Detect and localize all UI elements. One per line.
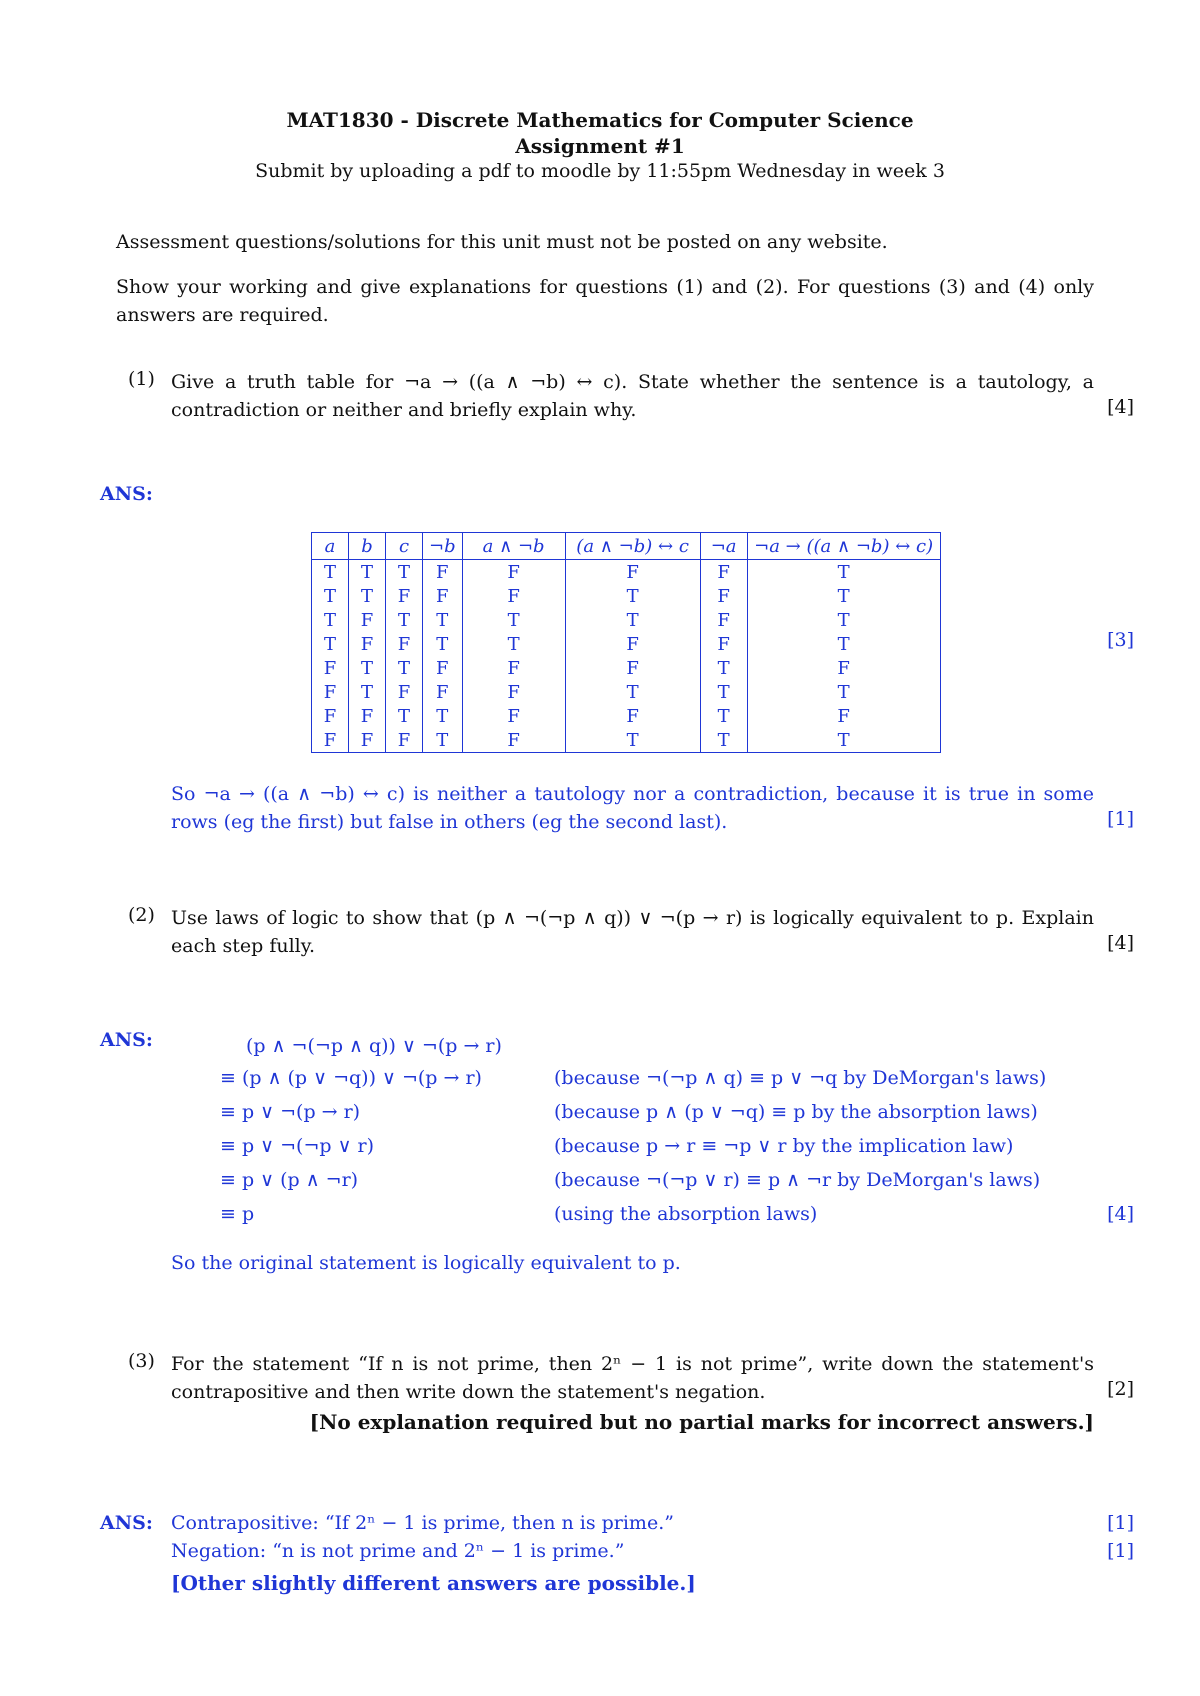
truth-table-cell: F bbox=[700, 560, 747, 585]
truth-table-header: ¬a bbox=[700, 533, 747, 560]
question-1-conclusion-mark: [1] bbox=[1107, 808, 1134, 830]
proof-step bbox=[220, 1067, 1100, 1099]
truth-table-cell: T bbox=[423, 608, 463, 632]
truth-table-cell: T bbox=[386, 608, 423, 632]
truth-table-cell: T bbox=[312, 560, 349, 585]
truth-table-header: c bbox=[386, 533, 423, 560]
question-1-ans-label: ANS: bbox=[100, 483, 153, 505]
truth-table-cell: F bbox=[349, 632, 386, 656]
truth-table-cell: T bbox=[747, 584, 940, 608]
truth-table-row bbox=[312, 560, 941, 585]
truth-table-cell: F bbox=[462, 680, 565, 704]
truth-table-cell: T bbox=[700, 656, 747, 680]
truth-table-cell: F bbox=[565, 656, 700, 680]
truth-table-cell: T bbox=[386, 656, 423, 680]
truth-table-cell: T bbox=[386, 560, 423, 585]
proof-step-expression: ≡ (p ∧ (p ∨ ¬q)) ∨ ¬(p → r) bbox=[220, 1067, 482, 1089]
truth-table-cell: T bbox=[565, 608, 700, 632]
truth-table-cell: T bbox=[349, 656, 386, 680]
truth-table-cell: F bbox=[462, 728, 565, 753]
truth-table-cell: T bbox=[700, 728, 747, 753]
truth-table-cell: F bbox=[312, 728, 349, 753]
truth-table-cell: T bbox=[700, 704, 747, 728]
truth-table-header: ¬a → ((a ∧ ¬b) ↔ c) bbox=[747, 533, 940, 560]
truth-table-cell: T bbox=[565, 680, 700, 704]
truth-table-cell: F bbox=[462, 584, 565, 608]
truth-table-row bbox=[312, 608, 941, 632]
question-1-text: Give a truth table for ¬a → ((a ∧ ¬b) ↔ c). State whether the sentence is a tautology, a contradiction or neither and briefly explain why. bbox=[171, 371, 1094, 421]
truth-table-cell: F bbox=[312, 656, 349, 680]
truth-table-cell: T bbox=[462, 632, 565, 656]
question-3-ans-label: ANS: bbox=[100, 1512, 153, 1534]
truth-table-cell: T bbox=[747, 560, 940, 585]
negation-mark: [1] bbox=[1107, 1540, 1134, 1562]
question-2-conclusion: So the original statement is logically equivalent to p. bbox=[171, 1252, 681, 1274]
assignment-number: Assignment #1 bbox=[515, 134, 685, 158]
other-answers-note: [Other slightly different answers are possible.] bbox=[171, 1571, 696, 1595]
proof-step-expression: ≡ p ∨ (p ∧ ¬r) bbox=[220, 1169, 359, 1191]
proof-step-reason: (because ¬(¬p ∧ q) ≡ p ∨ ¬q by DeMorgan's laws) bbox=[554, 1067, 1047, 1089]
truth-table-header-row bbox=[312, 533, 941, 560]
truth-table-cell: F bbox=[423, 680, 463, 704]
truth-table-header: ¬b bbox=[423, 533, 463, 560]
truth-table-cell: T bbox=[312, 632, 349, 656]
truth-table-cell: T bbox=[747, 632, 940, 656]
question-3-text: For the statement “If n is not prime, then 2ⁿ − 1 is not prime”, write down the statement's contrapositive and then write down the statement's negation. bbox=[171, 1353, 1094, 1403]
truth-table-cell: F bbox=[700, 584, 747, 608]
proof-step bbox=[220, 1135, 1100, 1167]
truth-table-cell: F bbox=[462, 560, 565, 585]
truth-table-cell: T bbox=[386, 704, 423, 728]
working-instructions: Show your working and give explanations for questions (1) and (2). For questions (3) and (4) only answers are required. bbox=[116, 276, 1094, 326]
truth-table-cell: F bbox=[386, 680, 423, 704]
truth-table-cell: T bbox=[423, 704, 463, 728]
proof-step-expression: ≡ p ∨ ¬(¬p ∨ r) bbox=[220, 1135, 375, 1157]
truth-table-row bbox=[312, 680, 941, 704]
question-1-mark: [4] bbox=[1107, 396, 1134, 418]
truth-table-cell: T bbox=[349, 680, 386, 704]
truth-table-cell: T bbox=[349, 584, 386, 608]
proof-step bbox=[220, 1169, 1100, 1201]
proof-step bbox=[220, 1203, 1100, 1235]
question-2-mark: [4] bbox=[1107, 932, 1134, 954]
truth-table-cell: F bbox=[423, 584, 463, 608]
truth-table-cell: F bbox=[700, 608, 747, 632]
truth-table-cell: F bbox=[565, 632, 700, 656]
truth-table-cell: F bbox=[312, 680, 349, 704]
negation-answer: Negation: “n is not prime and 2ⁿ − 1 is prime.” bbox=[171, 1540, 625, 1562]
truth-table-cell: F bbox=[423, 560, 463, 585]
truth-table-header: a ∧ ¬b bbox=[462, 533, 565, 560]
truth-table-cell: T bbox=[423, 728, 463, 753]
proof-step-expression: ≡ p ∨ ¬(p → r) bbox=[220, 1101, 361, 1123]
truth-table-cell: F bbox=[386, 584, 423, 608]
truth-table-header: b bbox=[349, 533, 386, 560]
proof-steps-mark: [4] bbox=[1107, 1203, 1134, 1225]
truth-table-cell: T bbox=[565, 584, 700, 608]
question-2-text: Use laws of logic to show that (p ∧ ¬(¬p ∧ q)) ∨ ¬(p → r) is logically equivalent to p. Explain each step fully. bbox=[171, 907, 1094, 957]
truth-table-row bbox=[312, 728, 941, 753]
truth-table-row bbox=[312, 656, 941, 680]
truth-table-mark: [3] bbox=[1107, 629, 1134, 651]
truth-table-cell: T bbox=[349, 560, 386, 585]
truth-table bbox=[311, 532, 941, 753]
proof-step-reason: (because ¬(¬p ∨ r) ≡ p ∧ ¬r by DeMorgan's laws) bbox=[554, 1169, 1041, 1191]
posting-notice: Assessment questions/solutions for this unit must not be posted on any website. bbox=[116, 231, 888, 253]
question-2-number: (2) bbox=[128, 904, 155, 926]
truth-table-cell: F bbox=[462, 656, 565, 680]
truth-table-cell: F bbox=[747, 656, 940, 680]
proof-step-reason: (because p → r ≡ ¬p ∨ r by the implication law) bbox=[554, 1135, 1014, 1157]
question-3-note: [No explanation required but no partial marks for incorrect answers.] bbox=[309, 1410, 1094, 1434]
question-3-mark: [2] bbox=[1107, 1378, 1134, 1400]
truth-table-cell: F bbox=[349, 704, 386, 728]
proof-start-expression: (p ∧ ¬(¬p ∧ q)) ∨ ¬(p → r) bbox=[246, 1035, 502, 1057]
truth-table-cell: F bbox=[565, 560, 700, 585]
document-title: MAT1830 - Discrete Mathematics for Computer Science bbox=[286, 108, 914, 132]
question-3-number: (3) bbox=[128, 1350, 155, 1372]
truth-table-cell: F bbox=[747, 704, 940, 728]
truth-table-wrapper bbox=[311, 532, 941, 753]
truth-table-cell: F bbox=[386, 632, 423, 656]
truth-table-row bbox=[312, 704, 941, 728]
truth-table-cell: T bbox=[747, 608, 940, 632]
truth-table-cell: F bbox=[565, 704, 700, 728]
question-1-conclusion: So ¬a → ((a ∧ ¬b) ↔ c) is neither a tautology nor a contradiction, because it is true in some rows (eg the first) but false in others (eg the second last). bbox=[171, 783, 1094, 833]
proof-step-expression: ≡ p bbox=[220, 1203, 255, 1225]
truth-table-row bbox=[312, 632, 941, 656]
truth-table-header: a bbox=[312, 533, 349, 560]
truth-table-cell: F bbox=[700, 632, 747, 656]
contrapositive-mark: [1] bbox=[1107, 1512, 1134, 1534]
truth-table-row bbox=[312, 584, 941, 608]
truth-table-cell: T bbox=[462, 608, 565, 632]
truth-table-cell: F bbox=[349, 728, 386, 753]
proof-step bbox=[220, 1101, 1100, 1133]
truth-table-cell: T bbox=[565, 728, 700, 753]
truth-table-cell: T bbox=[747, 728, 940, 753]
truth-table-cell: F bbox=[386, 728, 423, 753]
question-2-ans-label: ANS: bbox=[100, 1029, 153, 1051]
truth-table-cell: T bbox=[423, 632, 463, 656]
truth-table-cell: F bbox=[312, 704, 349, 728]
question-1-number: (1) bbox=[128, 368, 155, 390]
truth-table-cell: T bbox=[312, 584, 349, 608]
truth-table-cell: F bbox=[423, 656, 463, 680]
truth-table-cell: T bbox=[312, 608, 349, 632]
proof-step-reason: (because p ∧ (p ∨ ¬q) ≡ p by the absorption laws) bbox=[554, 1101, 1038, 1123]
truth-table-cell: T bbox=[700, 680, 747, 704]
truth-table-cell: F bbox=[462, 704, 565, 728]
truth-table-cell: T bbox=[747, 680, 940, 704]
truth-table-cell: F bbox=[349, 608, 386, 632]
truth-table-header: (a ∧ ¬b) ↔ c bbox=[565, 533, 700, 560]
proof-step-reason: (using the absorption laws) bbox=[554, 1203, 818, 1225]
submission-instructions: Submit by uploading a pdf to moodle by 11:55pm Wednesday in week 3 bbox=[255, 160, 945, 182]
contrapositive-answer: Contrapositive: “If 2ⁿ − 1 is prime, then n is prime.” bbox=[171, 1512, 674, 1534]
